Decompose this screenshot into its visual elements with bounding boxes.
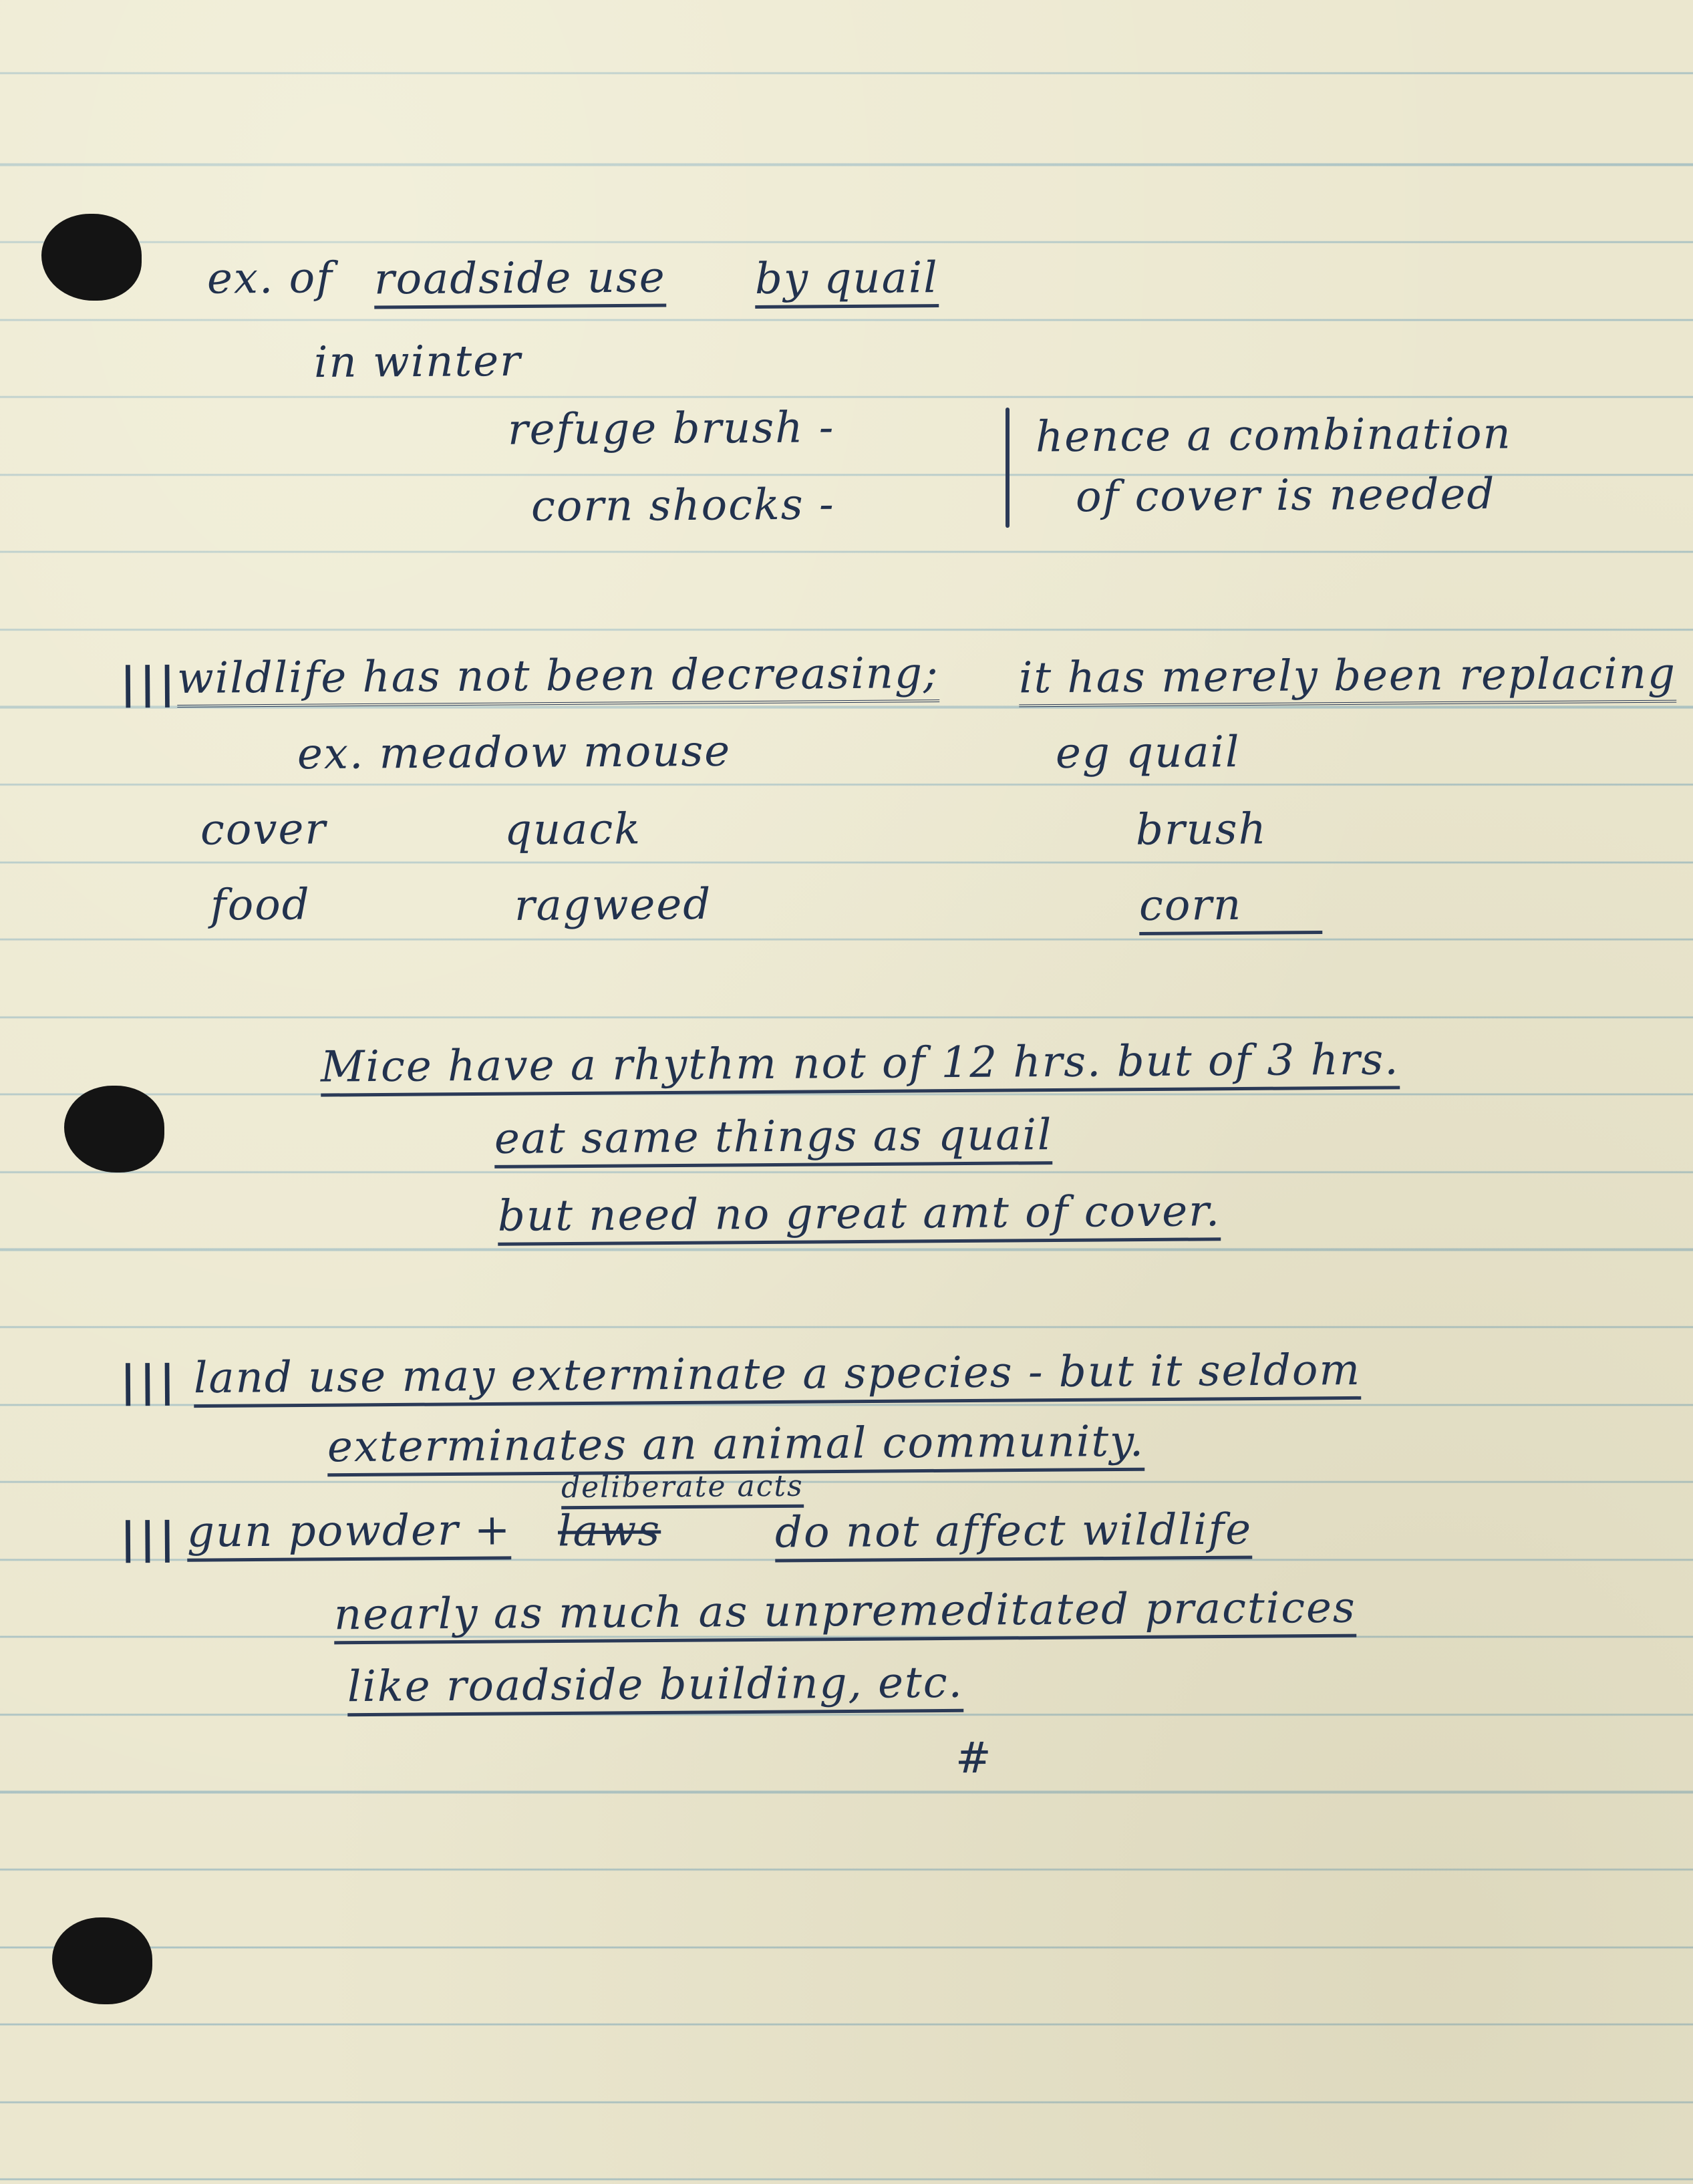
note-gun-powder: gun powder + [187, 1505, 512, 1561]
margin-mark-2: ||| [120, 1356, 180, 1407]
note-need-no-cover: but need no great amt of cover. [498, 1187, 1221, 1246]
note-roadside-use: roadside use [374, 253, 666, 309]
note-mice-rhythm: Mice have a rhythm not of 12 hrs. but of 3 hrs. [321, 1035, 1400, 1096]
note-ragweed: ragweed [514, 879, 712, 931]
note-in-winter: in winter [313, 336, 522, 388]
note-deliberate-acts-insert: deliberate acts [561, 1469, 804, 1510]
note-animal-community: exterminates an animal community. [327, 1417, 1145, 1477]
note-hence-combination: hence a combination [1035, 409, 1512, 462]
note-food-label: food [210, 880, 311, 931]
margin-mark-1: ||| [120, 657, 180, 709]
note-meadow-mouse: ex. meadow mouse [297, 726, 732, 780]
note-corn: corn [1139, 880, 1323, 935]
note-by-quail: by quail [755, 253, 939, 309]
note-cover-needed: of cover is needed [1075, 469, 1496, 522]
punch-hole-top [41, 214, 142, 301]
note-ex-of: ex. of [206, 253, 334, 304]
end-mark: # [955, 1733, 993, 1784]
note-refuge-brush: refuge brush - [507, 403, 835, 455]
note-nearly-as-much: nearly as much as unpremeditated practices [334, 1583, 1356, 1645]
margin-mark-3: ||| [120, 1513, 180, 1564]
punch-hole-bottom [52, 1917, 152, 2004]
note-laws-struck: laws [557, 1506, 661, 1557]
bracket-divider [1006, 408, 1010, 528]
note-corn-shocks: corn shocks - [530, 480, 835, 532]
note-eat-same-things: eat same things as quail [494, 1110, 1053, 1168]
note-brush: brush [1135, 804, 1268, 855]
note-roadside-building: like roadside building, etc. [347, 1658, 963, 1716]
note-wildlife-not-decreasing: wildlife has not been decreasing; [177, 649, 939, 708]
note-land-use: land use may exterminate a species - but it seldom [194, 1346, 1362, 1408]
note-do-not-affect: do not affect wildlife [775, 1505, 1253, 1563]
note-cover-label: cover [200, 804, 327, 855]
note-merely-replacing: it has merely been replacing [1019, 649, 1676, 708]
note-eg-quail: eg quail [1055, 728, 1241, 778]
note-quack: quack [504, 804, 642, 855]
punch-hole-middle [64, 1086, 164, 1173]
